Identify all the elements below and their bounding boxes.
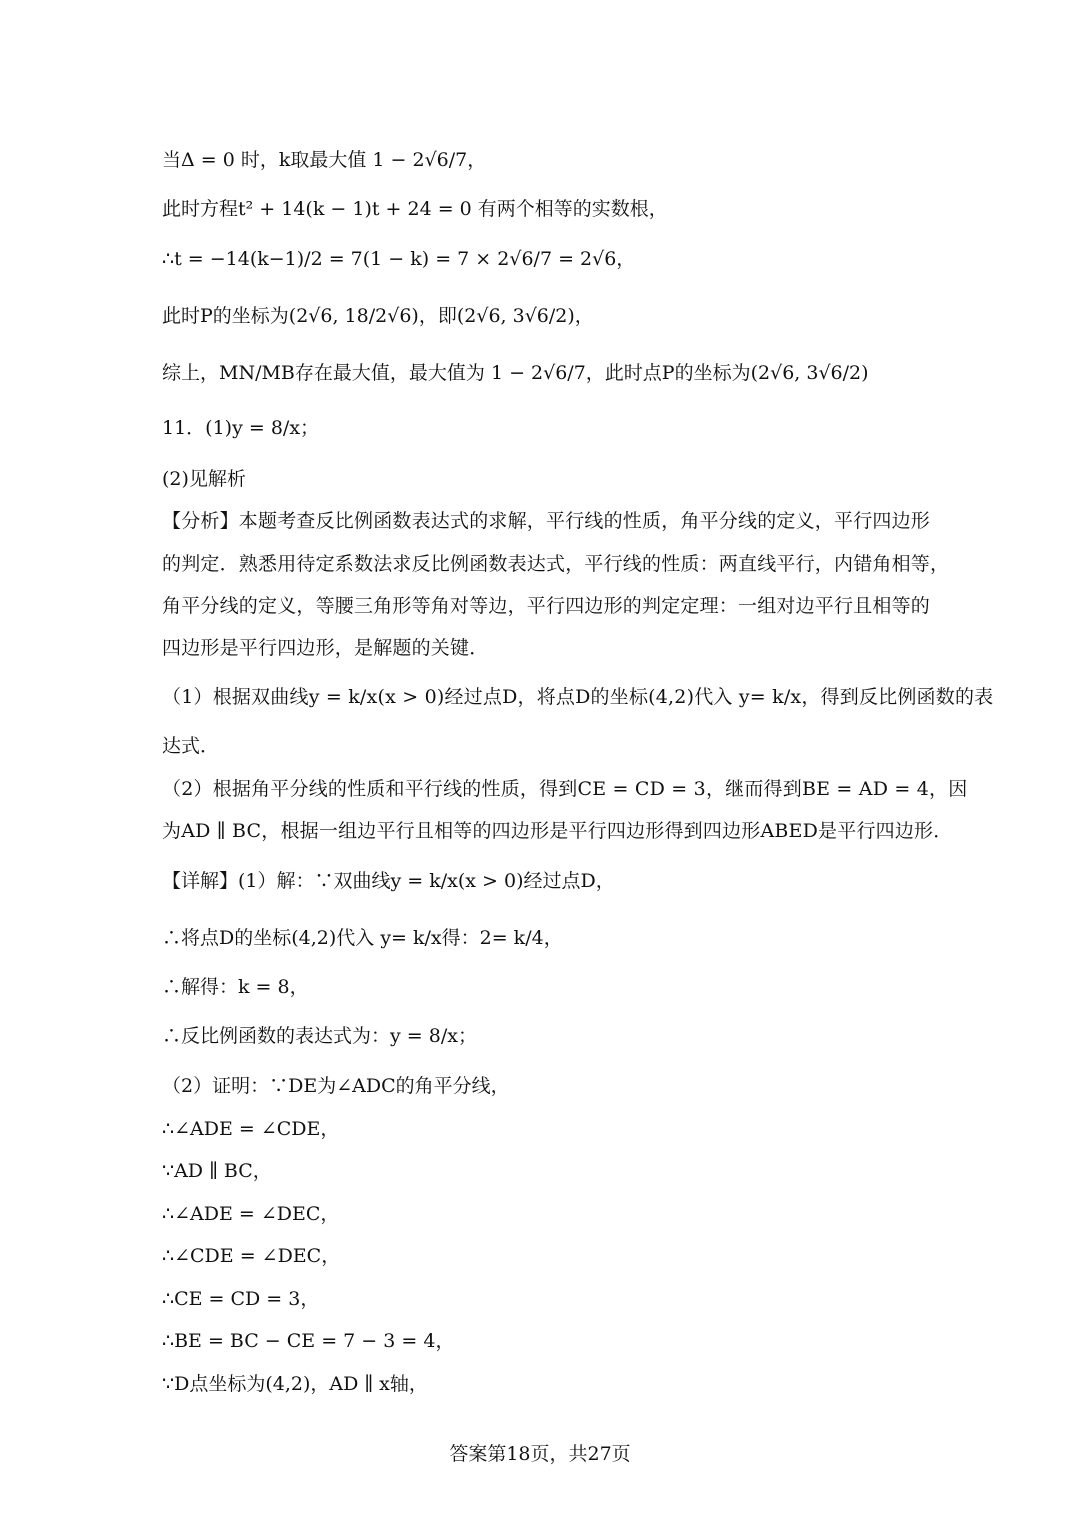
text-line: （2）根据角平分线的性质和平行线的性质，得到CE = CD = 3，继而得到BE = AD = 4，因 (162, 778, 968, 800)
text-line: 的判定．熟悉用待定系数法求反比例函数表达式，平行线的性质：两直线平行，内错角相等， (162, 553, 950, 575)
text-line: 四边形是平行四边形，是解题的关键． (162, 637, 489, 659)
text-line: ∵D点坐标为(4,2)，AD ∥ x轴， (162, 1373, 428, 1395)
text-line: 当Δ = 0 时，k取最大值 1 − 2√6/7， (162, 149, 487, 171)
text-line: ∴∠ADE = ∠CDE， (162, 1118, 340, 1140)
text-line: ∴∠CDE = ∠DEC， (162, 1245, 341, 1267)
text-line: 此时方程t² + 14(k − 1)t + 24 = 0 有两个相等的实数根， (162, 198, 668, 220)
text-line: 角平分线的定义，等腰三角形等角对等边，平行四边形的判定定理：一组对边平行且相等的 (162, 595, 931, 617)
text-line: （2）证明：∵DE为∠ADC的角平分线， (162, 1075, 510, 1097)
text-line: ∴反比例函数的表达式为：y = 8/x； (162, 1025, 477, 1047)
text-line: 此时P的坐标为(2√6, 18/2√6)，即(2√6, 3√6/2)， (162, 305, 594, 327)
text-line: ∴∠ADE = ∠DEC， (162, 1203, 340, 1225)
page-footer: 答案第18页，共27页 (449, 1443, 631, 1465)
analysis-heading-line: 【分析】本题考查反比例函数表达式的求解，平行线的性质，角平分线的定义，平行四边形 (162, 510, 931, 532)
text-line: 为AD ∥ BC，根据一组边平行且相等的四边形是平行四边形得到四边形ABED是平行四边形． (162, 820, 953, 842)
text-line: （1）根据双曲线y = k/x(x > 0)经过点D，将点D的坐标(4,2)代入 y= k/x，得到反比例函数的表 (162, 686, 994, 708)
text-line: (2)见解析 (162, 468, 246, 490)
text-line: ∴将点D的坐标(4,2)代入 y= k/x得：2= k/4， (162, 927, 563, 949)
text-line: ∴解得：k = 8， (162, 976, 309, 998)
text-line: 达式． (162, 735, 220, 757)
question-number-line: 11．(1)y = 8/x； (162, 417, 320, 439)
text-line: ∴BE = BC − CE = 7 − 3 = 4， (162, 1330, 455, 1352)
detail-heading-line: 【详解】(1）解：∵双曲线y = k/x(x > 0)经过点D， (162, 870, 615, 892)
text-line: 综上，MN/MB存在最大值，最大值为 1 − 2√6/7，此时点P的坐标为(2√6, 3√6/2) (162, 362, 869, 384)
text-line: ∵AD ∥ BC， (162, 1160, 272, 1182)
text-line: ∴t = −14(k−1)/2 = 7(1 − k) = 7 × 2√6/7 = 2√6， (162, 248, 636, 270)
text-line: ∴CE = CD = 3， (162, 1288, 320, 1310)
